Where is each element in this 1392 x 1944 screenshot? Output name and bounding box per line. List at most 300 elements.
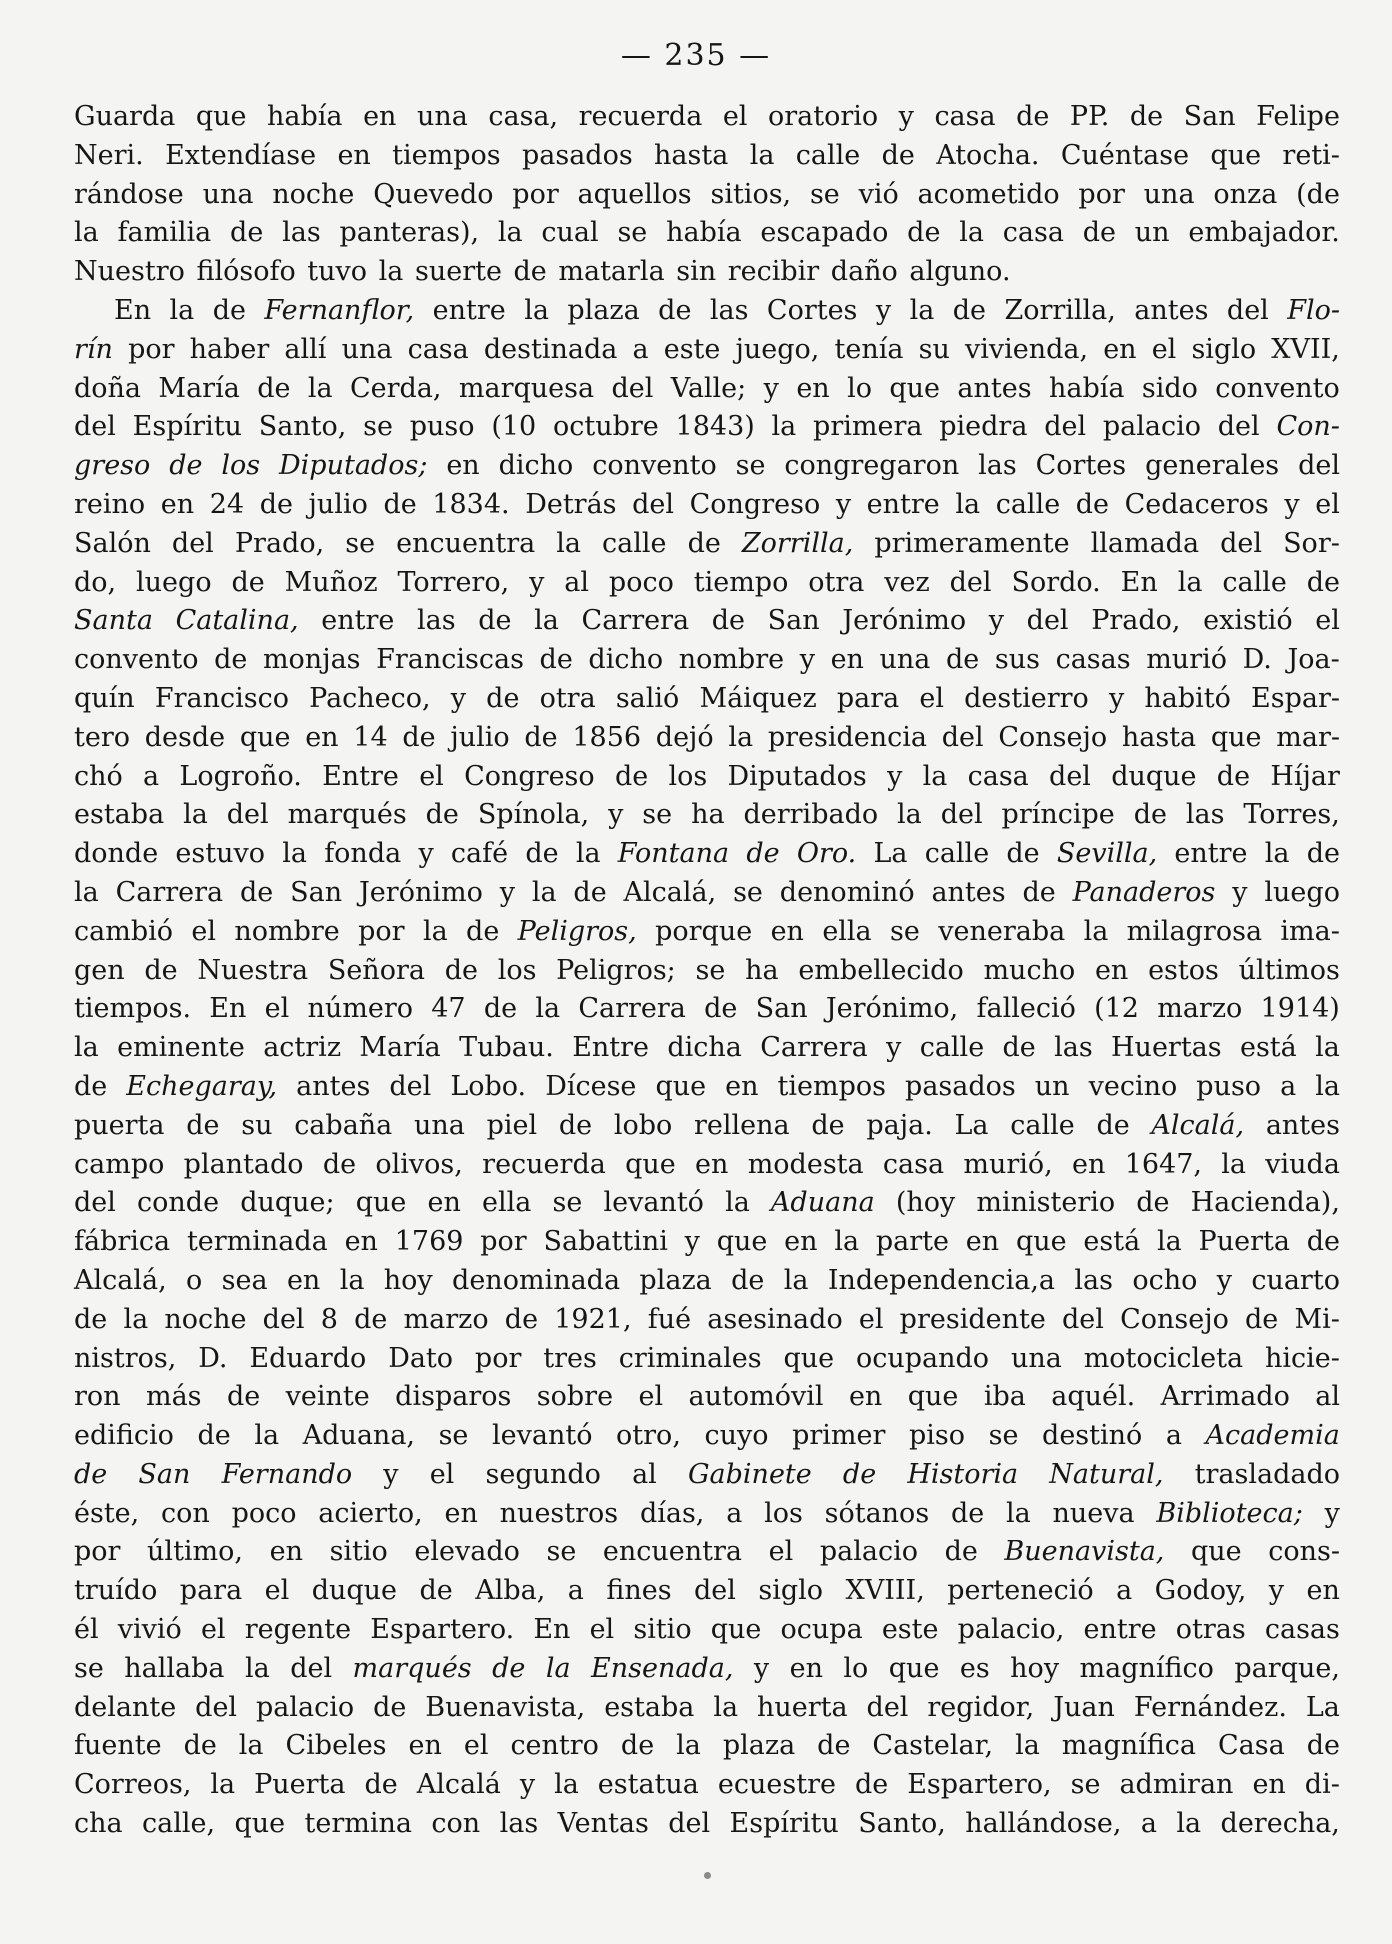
word: generales xyxy=(1145,450,1280,482)
word: que xyxy=(907,1381,959,1413)
word: a xyxy=(1165,1420,1182,1452)
ink-speck xyxy=(704,1872,711,1879)
word: edificio xyxy=(74,1420,174,1452)
word: tiempos. xyxy=(74,993,192,1025)
word: y xyxy=(529,566,545,598)
word: Franciscas xyxy=(376,644,524,676)
word: sótanos xyxy=(824,1497,930,1529)
word: por xyxy=(512,178,559,210)
text-line xyxy=(74,564,1340,603)
word: la xyxy=(1177,566,1203,598)
word: que xyxy=(1210,139,1262,171)
word: se xyxy=(345,527,376,559)
word: aquellos xyxy=(577,178,692,210)
word: noche xyxy=(272,178,355,210)
word: la xyxy=(422,915,448,947)
word: 1856 xyxy=(572,721,642,753)
text-line xyxy=(74,1417,1340,1456)
word: plaza xyxy=(722,1730,796,1762)
word: panteras), xyxy=(339,217,480,249)
word: convento xyxy=(592,450,717,482)
word: las xyxy=(978,450,1017,482)
word: del xyxy=(1049,760,1091,792)
word: y xyxy=(887,760,903,792)
word: Flo- xyxy=(1287,294,1340,326)
word: en xyxy=(789,1652,823,1684)
word: tero xyxy=(74,721,130,753)
word: la xyxy=(1315,1032,1340,1064)
word: de xyxy=(183,1730,217,1762)
word: y xyxy=(519,1769,536,1801)
word: de xyxy=(1006,838,1040,870)
word: en xyxy=(725,1070,759,1102)
word: la xyxy=(725,1187,750,1219)
word: puerta xyxy=(74,1109,165,1141)
word: luego xyxy=(1264,876,1340,908)
word: de xyxy=(842,1458,877,1490)
word: duque; xyxy=(240,1187,335,1219)
word: Prado, xyxy=(234,527,325,559)
word: la xyxy=(783,1264,809,1296)
word: la xyxy=(74,217,99,249)
word: café xyxy=(450,838,509,870)
word: oratorio xyxy=(767,101,879,132)
word: en xyxy=(427,1187,461,1219)
word: del xyxy=(290,1652,333,1684)
word: príncipe xyxy=(1001,799,1115,831)
word: se xyxy=(546,1536,577,1568)
word: en xyxy=(344,1226,378,1258)
word: iba xyxy=(983,1381,1026,1413)
word: del xyxy=(1226,294,1269,326)
word: plantado xyxy=(183,1148,304,1180)
word: eminente xyxy=(117,1032,245,1064)
word: Casa xyxy=(1218,1730,1285,1762)
word: la xyxy=(183,799,208,831)
word: del xyxy=(1298,450,1340,482)
word: recibir xyxy=(727,256,831,288)
word: dicho xyxy=(588,644,664,676)
word: de xyxy=(74,1458,108,1490)
word: ella xyxy=(822,915,872,947)
text-line xyxy=(74,525,1340,564)
word: de xyxy=(711,605,745,637)
word: que xyxy=(783,1342,835,1374)
word: de xyxy=(944,1536,978,1568)
word: que xyxy=(234,1808,286,1840)
word: quín xyxy=(74,682,135,714)
word: Aduana, xyxy=(302,1420,415,1452)
word: Santo, xyxy=(858,1808,946,1840)
word: ha xyxy=(745,954,779,986)
word: palacio xyxy=(1102,411,1201,443)
word: de xyxy=(169,450,203,482)
word: la xyxy=(955,488,981,520)
text-line xyxy=(74,1301,1340,1340)
word: disparos xyxy=(395,1381,512,1413)
word: antes xyxy=(1265,1109,1340,1141)
word: 1834. xyxy=(432,488,510,520)
word: Puerta xyxy=(1198,1226,1290,1258)
word: nistros, xyxy=(74,1342,177,1374)
word: antes xyxy=(957,372,1032,404)
word: la xyxy=(169,294,195,326)
word: 24 xyxy=(209,488,245,520)
word: María xyxy=(158,372,240,404)
word: acierto, xyxy=(318,1497,423,1529)
word: en xyxy=(446,450,480,482)
word: hallaba xyxy=(124,1652,225,1684)
word: Nuestra xyxy=(197,954,309,986)
word: el xyxy=(768,1536,794,1568)
word: que xyxy=(1191,1536,1242,1568)
word: rándose xyxy=(74,178,184,210)
word: vecino xyxy=(1088,1070,1178,1102)
word: el xyxy=(1151,333,1177,365)
word: el xyxy=(722,101,748,132)
word: Muñoz xyxy=(284,566,378,598)
word: y xyxy=(450,682,467,714)
text-line xyxy=(74,214,1340,253)
word: cons- xyxy=(1268,1536,1340,1568)
word: del xyxy=(694,1575,736,1607)
word: el xyxy=(858,1303,884,1335)
word: tiempos xyxy=(777,1070,886,1102)
word: piedra xyxy=(939,411,1028,443)
body-text xyxy=(74,98,1340,1844)
word: hicie- xyxy=(1264,1342,1340,1374)
word: Godoy, xyxy=(1154,1575,1247,1607)
word: entre xyxy=(1083,1614,1157,1646)
word: había xyxy=(666,217,742,249)
word: de xyxy=(946,644,980,676)
word: último, xyxy=(147,1536,243,1568)
word: falleció xyxy=(976,993,1076,1025)
word: greso xyxy=(74,450,151,482)
word: la xyxy=(676,1730,701,1762)
word: el xyxy=(419,760,444,792)
text-line xyxy=(74,1766,1340,1805)
word: de xyxy=(731,1264,765,1296)
word: murió xyxy=(1146,644,1227,676)
word: está xyxy=(1239,1032,1297,1064)
word: de xyxy=(1075,488,1110,520)
word: y xyxy=(383,1458,399,1490)
text-line xyxy=(74,1340,1340,1379)
word: Alcalá xyxy=(416,1769,501,1801)
word: palacio, xyxy=(957,1614,1065,1646)
word: rellena xyxy=(694,1109,790,1141)
word: Juan xyxy=(1053,1691,1115,1723)
word: la xyxy=(728,721,754,753)
word: un xyxy=(1034,1070,1070,1102)
word: el xyxy=(264,993,290,1025)
word: 1769 xyxy=(394,1226,464,1258)
word: las xyxy=(709,294,749,326)
word: de xyxy=(952,294,986,326)
word: cambió xyxy=(74,915,173,947)
word: Carrera xyxy=(115,876,224,908)
word: de xyxy=(1096,1109,1130,1141)
word: de xyxy=(504,1303,539,1335)
word: marzo xyxy=(1157,993,1243,1025)
word: número xyxy=(307,993,414,1025)
word: de xyxy=(817,1730,851,1762)
word: a xyxy=(1280,1070,1297,1102)
word: haber xyxy=(189,333,270,365)
text-line xyxy=(74,1611,1340,1650)
word: embajador. xyxy=(1188,217,1340,249)
word: San xyxy=(767,605,820,637)
word: 14 xyxy=(353,721,388,753)
word: por xyxy=(128,333,175,365)
word: de xyxy=(74,1070,108,1102)
word: su xyxy=(918,333,950,365)
word: parte xyxy=(875,1226,949,1258)
word: que xyxy=(625,1148,676,1180)
word: Extendíase xyxy=(165,139,317,171)
word: del xyxy=(866,1691,909,1723)
word: una xyxy=(1010,1342,1062,1374)
word: la xyxy=(497,217,523,249)
word: en xyxy=(1252,1769,1286,1801)
word: que xyxy=(355,1187,407,1219)
word: la xyxy=(1006,1497,1031,1529)
word: segundo xyxy=(485,1458,601,1490)
word: 1843) xyxy=(675,411,755,443)
word: los xyxy=(764,1497,803,1529)
word: otro, xyxy=(616,1420,681,1452)
word: en xyxy=(830,644,864,676)
word: tiempos xyxy=(392,139,501,171)
word: una xyxy=(414,1109,465,1141)
word: trasladado xyxy=(1194,1458,1340,1490)
word: Torres, xyxy=(1243,799,1340,831)
word: un xyxy=(1134,217,1170,249)
word: en xyxy=(337,139,371,171)
word: (10 xyxy=(491,411,537,443)
word: al xyxy=(632,1458,657,1490)
word: conde xyxy=(137,1187,220,1219)
word: la xyxy=(339,1264,365,1296)
word: de xyxy=(373,1691,407,1723)
word: el xyxy=(200,1614,226,1646)
word: la xyxy=(74,1032,99,1064)
word: las xyxy=(1185,799,1225,831)
word: puso xyxy=(409,411,475,443)
word: otra xyxy=(808,566,865,598)
word: Gabinete xyxy=(687,1458,812,1490)
word: se xyxy=(733,876,763,908)
word: este xyxy=(881,1614,939,1646)
word: Biblioteca; xyxy=(1156,1497,1303,1529)
word: ella xyxy=(482,1187,532,1219)
word: y xyxy=(1232,876,1248,908)
word: la xyxy=(909,294,935,326)
word: centro xyxy=(510,1730,599,1762)
text-line xyxy=(74,98,1340,137)
word: Spínola, xyxy=(477,799,590,831)
word: a xyxy=(632,333,649,365)
word: derecha, xyxy=(1220,1808,1340,1840)
word: de xyxy=(1136,1187,1170,1219)
word: Independencia,a xyxy=(827,1264,1055,1296)
text-line xyxy=(74,1029,1340,1068)
word: estaba xyxy=(74,799,165,831)
word: que xyxy=(239,721,291,753)
word: de xyxy=(811,1109,845,1141)
word: la xyxy=(1315,1070,1340,1102)
word: el xyxy=(919,682,944,714)
word: a xyxy=(1116,1575,1133,1607)
word: las xyxy=(417,605,456,637)
word: porque xyxy=(655,915,753,947)
word: habitó xyxy=(1144,682,1231,714)
text-line xyxy=(74,719,1340,758)
word: Ensenada, xyxy=(591,1652,734,1684)
text-line xyxy=(74,1146,1340,1185)
word: se xyxy=(642,799,673,831)
word: en xyxy=(160,488,195,520)
word: de xyxy=(1002,1032,1036,1064)
word: daño xyxy=(830,256,910,288)
word: una xyxy=(341,333,393,365)
word: motocicleta xyxy=(1083,1342,1244,1374)
word: que xyxy=(195,101,247,132)
page-number: — 235 — xyxy=(620,38,772,73)
word: suerte xyxy=(414,256,514,288)
word: lo xyxy=(847,372,872,404)
text-line xyxy=(74,952,1340,991)
word: las xyxy=(499,1808,539,1840)
word: parque, xyxy=(1234,1652,1340,1684)
word: y xyxy=(988,605,1005,637)
word: plaza xyxy=(567,294,640,326)
word: a xyxy=(567,1575,584,1607)
word: Alcalá, xyxy=(1151,1109,1245,1141)
text-line xyxy=(74,331,1340,370)
word: Arrimado xyxy=(1160,1381,1290,1413)
word: del xyxy=(171,527,214,559)
word: de xyxy=(704,993,738,1025)
word: de xyxy=(1022,876,1056,908)
word: la xyxy=(749,139,775,171)
word: Eduardo xyxy=(249,1342,367,1374)
text-line xyxy=(74,1184,1340,1223)
word: entre xyxy=(866,488,940,520)
word: casa xyxy=(1002,217,1064,249)
word: se xyxy=(809,178,840,210)
word: presidente xyxy=(899,1303,1046,1335)
word: y xyxy=(898,101,914,132)
word: ministerio xyxy=(976,1187,1116,1219)
word: PP. xyxy=(1069,101,1110,132)
word: al xyxy=(564,566,589,598)
word: los xyxy=(221,450,261,482)
word: congregaron xyxy=(784,450,960,482)
word: por xyxy=(1078,178,1125,210)
word: monjas xyxy=(262,644,361,676)
word: del xyxy=(941,721,984,753)
word: de xyxy=(74,1303,108,1335)
word: antes xyxy=(1134,294,1209,326)
word: de xyxy=(1306,838,1340,870)
word: del xyxy=(1061,1303,1104,1335)
word: y xyxy=(1216,1264,1232,1296)
text-line xyxy=(74,253,1340,292)
word: Entre xyxy=(322,760,399,792)
word: en xyxy=(695,1148,729,1180)
word: San xyxy=(1183,101,1236,132)
word: La xyxy=(873,838,908,870)
word: y xyxy=(684,1226,700,1258)
word: dicha xyxy=(667,1032,742,1064)
word: que xyxy=(888,1652,940,1684)
text-line xyxy=(74,1456,1340,1495)
word: vez xyxy=(884,566,930,598)
word: María xyxy=(359,1032,441,1064)
word: Máiquez xyxy=(699,682,817,714)
word: casas xyxy=(1264,1614,1340,1646)
word: poco xyxy=(608,566,674,598)
word: la xyxy=(307,372,333,404)
word: Buenavista, xyxy=(1004,1536,1165,1568)
word: ocupa xyxy=(780,1614,863,1646)
word: rín xyxy=(74,333,113,365)
word: asesinado xyxy=(707,1303,843,1335)
text-line xyxy=(74,137,1340,176)
word: la xyxy=(378,256,415,288)
word: y xyxy=(875,294,892,326)
word: el xyxy=(264,1575,290,1607)
word: lo xyxy=(843,1652,869,1684)
word: Atocha. xyxy=(936,139,1040,171)
word: magnífica xyxy=(1061,1730,1197,1762)
word: siglo xyxy=(1191,333,1257,365)
word: primer xyxy=(792,1420,886,1452)
text-line xyxy=(74,1650,1340,1689)
word: murió, xyxy=(963,1148,1053,1180)
word: (hoy xyxy=(895,1187,956,1219)
word: el xyxy=(463,1730,489,1762)
word: 1914) xyxy=(1260,993,1340,1025)
word: San xyxy=(290,876,343,908)
word: casa xyxy=(407,333,469,365)
word: 47 xyxy=(431,993,466,1025)
word: y xyxy=(835,488,852,520)
word: Peligros, xyxy=(517,915,637,947)
word: En xyxy=(114,294,152,326)
word: modesta xyxy=(747,1148,864,1180)
word: sitio xyxy=(329,1536,388,1568)
word: Sabattini xyxy=(543,1226,668,1258)
word: de xyxy=(240,876,274,908)
word: Congreso xyxy=(689,488,821,520)
word: noche xyxy=(164,1303,247,1335)
word: mar- xyxy=(1276,721,1340,753)
word: del xyxy=(940,799,983,831)
word: acometido xyxy=(917,178,1060,210)
word: de xyxy=(950,1497,985,1529)
word: Pacheco, xyxy=(309,682,431,714)
word: En xyxy=(209,993,247,1025)
text-line xyxy=(74,835,1340,874)
word: al xyxy=(1315,1381,1340,1413)
word: luego xyxy=(136,566,212,598)
word: huerta xyxy=(756,1691,848,1723)
word: del xyxy=(389,1070,432,1102)
word: del xyxy=(74,1187,116,1219)
